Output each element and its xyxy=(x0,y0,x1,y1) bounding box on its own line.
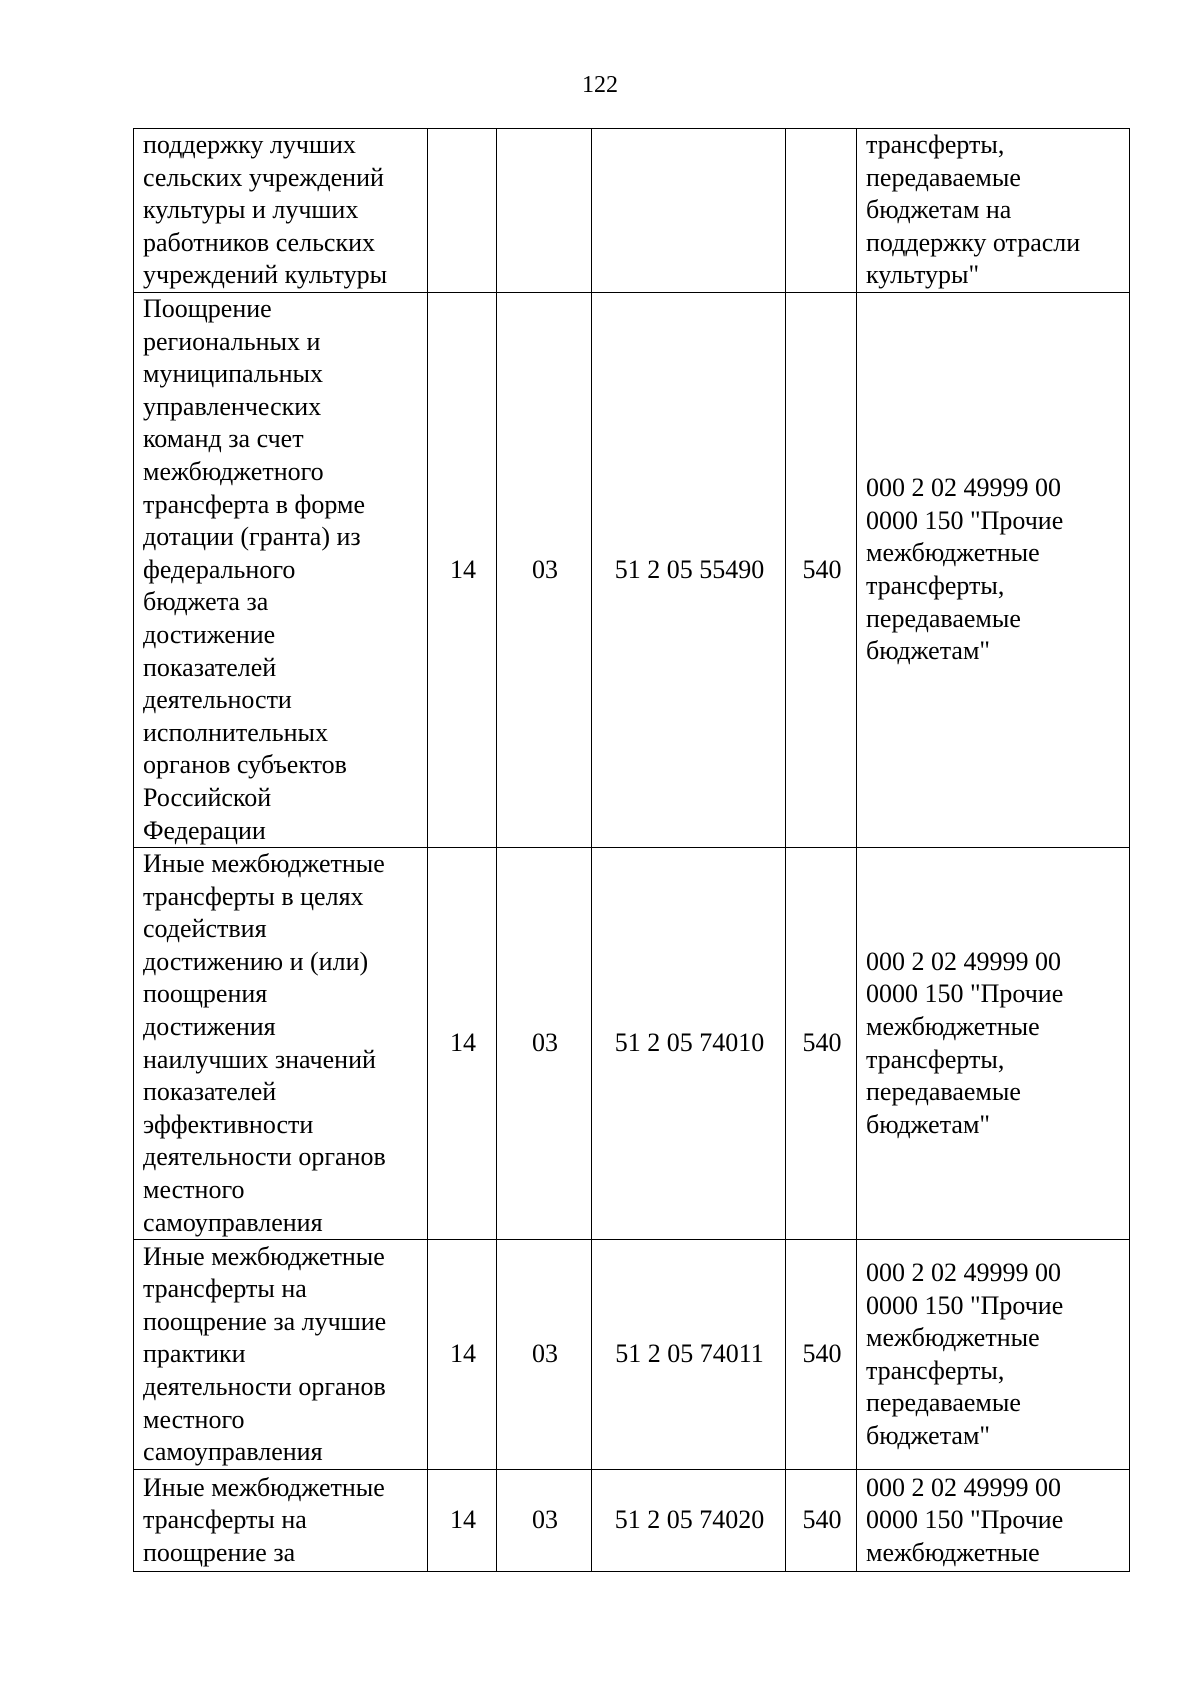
row-name-text: поддержку лучших сельских учреждений культуры и лучших работников сельских учреждений культуры xyxy=(143,130,388,290)
income-code-cell xyxy=(857,1470,1130,1572)
expense-type-cell: 540 xyxy=(786,848,857,1240)
subsection-code-cell: 03 xyxy=(497,1470,592,1572)
income-code-text: трансферты, передаваемые бюджетам на поддержку отрасли культуры" xyxy=(866,130,1081,290)
income-code-cell xyxy=(857,293,1130,848)
income-code-text: 000 2 02 49999 00 0000 150 "Прочие межбюджетные трансферты, передаваемые бюджетам" xyxy=(866,1257,1064,1450)
section-code-cell: 14 xyxy=(428,1240,497,1470)
subsection-code-cell: 03 xyxy=(497,293,592,848)
section-code-cell xyxy=(428,129,497,293)
section-code-cell: 14 xyxy=(428,1470,497,1572)
expense-type-cell: 540 xyxy=(786,1470,857,1572)
table-row xyxy=(134,1240,1130,1470)
row-name-cell xyxy=(134,293,428,848)
expense-type-cell xyxy=(786,129,857,293)
expense-type-cell: 540 xyxy=(786,1240,857,1470)
income-code-text: 000 2 02 49999 00 0000 150 "Прочие межбюджетные xyxy=(866,1472,1064,1568)
section-code-cell: 14 xyxy=(428,848,497,1240)
income-code-text: 000 2 02 49999 00 0000 150 "Прочие межбюджетные трансферты, передаваемые бюджетам" xyxy=(866,473,1064,666)
target-article-cell: 51 2 05 74010 xyxy=(592,848,786,1240)
page-number: 122 xyxy=(582,72,618,98)
expense-type-cell: 540 xyxy=(786,293,857,848)
table-row xyxy=(134,848,1130,1240)
table-row xyxy=(134,129,1130,293)
budget-table xyxy=(133,128,1130,1572)
subsection-code-cell: 03 xyxy=(497,848,592,1240)
row-name-text: Иные межбюджетные трансферты в целях содействия достижению и (или) поощрения достижения наилучших значений показателей эффективности деятельности органов местного самоуправления xyxy=(143,849,386,1237)
row-name-cell xyxy=(134,1240,428,1470)
row-name-cell xyxy=(134,1470,428,1572)
subsection-code-cell xyxy=(497,129,592,293)
row-name-text: Поощрение региональных и муниципальных управленческих команд за счет межбюджетного трансферта в форме дотации (гранта) из федерального бюджета за достижение показателей деятельности исполнительных органов субъектов Российской Федерации xyxy=(143,294,365,845)
target-article-cell: 51 2 05 74020 xyxy=(592,1470,786,1572)
target-article-cell: 51 2 05 55490 xyxy=(592,293,786,848)
section-code-cell: 14 xyxy=(428,293,497,848)
income-code-cell xyxy=(857,1240,1130,1470)
table-row xyxy=(134,1470,1130,1572)
row-name-cell xyxy=(134,129,428,293)
target-article-cell xyxy=(592,129,786,293)
subsection-code-cell: 03 xyxy=(497,1240,592,1470)
table-row xyxy=(134,293,1130,848)
target-article-cell: 51 2 05 74011 xyxy=(592,1240,786,1470)
row-name-text: Иные межбюджетные трансферты на поощрение за лучшие практики деятельности органов местного самоуправления xyxy=(143,1241,387,1467)
row-name-cell xyxy=(134,848,428,1240)
income-code-text: 000 2 02 49999 00 0000 150 "Прочие межбюджетные трансферты, передаваемые бюджетам" xyxy=(866,946,1064,1139)
income-code-cell xyxy=(857,129,1130,293)
income-code-cell xyxy=(857,848,1130,1240)
row-name-text: Иные межбюджетные трансферты на поощрение за xyxy=(143,1472,385,1568)
